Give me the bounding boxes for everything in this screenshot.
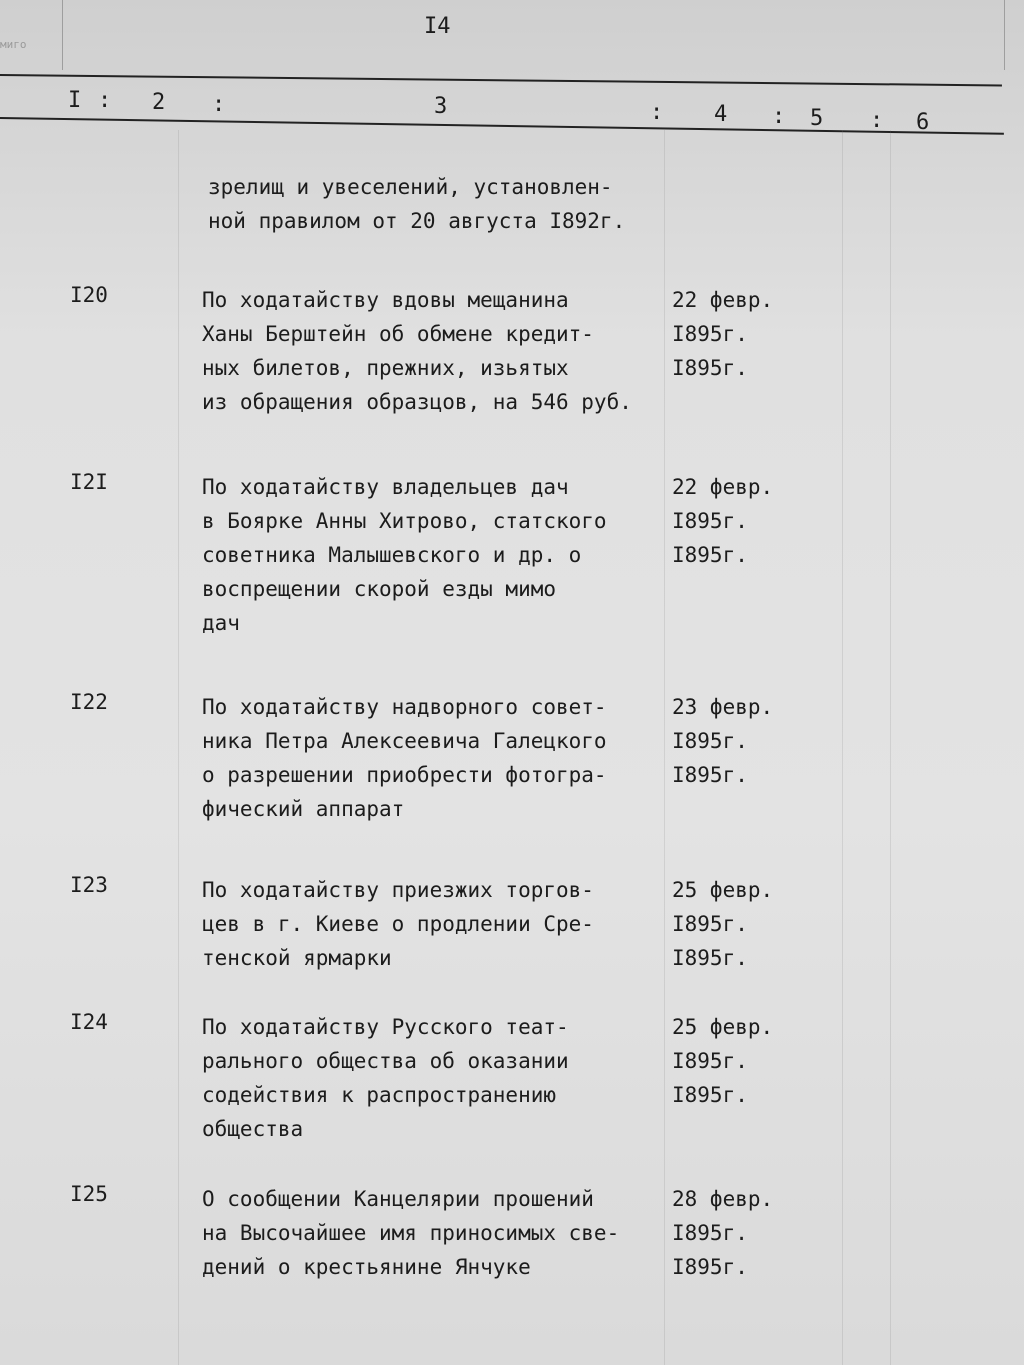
description-line: ных билетов, прежних, изьятых [202,356,569,380]
entry-number: I22 [70,690,108,714]
entry-description [202,1010,569,1146]
entry-number: I2I [70,470,108,494]
entry-date: I895г. [672,946,748,970]
entry-number: I20 [70,283,108,307]
column-separator: : [98,88,112,113]
entry-dates [672,1182,773,1284]
column-header-3: 3 [434,94,448,119]
entry-dates [672,470,773,572]
entry-number: I24 [70,1010,108,1034]
entry-date: 22 февр. [672,288,774,312]
entry-date: 28 февр. [672,1187,774,1211]
entry-description [202,470,607,640]
entry-date: I895г. [672,912,748,936]
entry-date: 25 февр. [672,878,774,902]
column-header-4: 4 [714,102,728,127]
description-line: из обращения образцов, на 546 руб. [202,390,632,414]
entry-description [202,1182,619,1284]
entry-date: 25 февр. [672,1015,774,1039]
description-line: воспрещении скорой езды мимо [202,577,557,601]
description-line: ника Петра Алексеевича Галецкого [202,729,607,753]
description-line: По ходатайству Русского теат- [202,1015,569,1039]
entry-date: I895г. [672,543,748,567]
description-line: общества [202,1117,304,1141]
description-line: дач [202,611,240,635]
entry-number: I25 [70,1182,108,1206]
description-line: дений о крестьянине Янчуке [202,1255,531,1279]
column-divider [890,130,891,1365]
column-separator: : [212,92,226,117]
description-line: По ходатайству вдовы мещанина [202,288,569,312]
description-line: советника Малышевского и др. о [202,543,582,567]
description-line: фический аппарат [202,797,405,821]
column-separator: : [870,108,884,133]
column-header-2: 2 [152,90,166,115]
description-line: Ханы Берштейн об обмене кредит- [202,322,594,346]
description-line: По ходатайству надворного совет- [202,695,607,719]
description-line: По ходатайству владельцев дач [202,475,569,499]
entry-dates [672,690,773,792]
entry-dates [672,1010,773,1112]
entry-date: I895г. [672,1083,748,1107]
entry-dates [672,873,773,975]
page-number: I4 [424,14,451,39]
entry-description [202,283,632,419]
entry-date: I895г. [672,729,748,753]
column-divider [178,130,179,1365]
description-line: цев в г. Киеве о продлении Сре- [202,912,594,936]
column-header-5: 5 [810,106,824,131]
edge-mark: миго [0,38,27,51]
header-top-rule [0,74,1002,86]
description-line: О сообщении Канцелярии прошений [202,1187,594,1211]
entry-date: I895г. [672,1221,748,1245]
description-line: в Боярке Анны Хитрово, статского [202,509,607,533]
column-separator: : [650,100,664,125]
description-line: тенской ярмарки [202,946,392,970]
column-divider [664,130,665,1365]
margin-line [1004,0,1005,70]
column-divider [842,130,843,1365]
description-line: По ходатайству приезжих торгов- [202,878,594,902]
description-line: на Высочайшее имя приносимых све- [202,1221,620,1245]
entry-description [202,690,607,826]
description-line: рального общества об оказании [202,1049,569,1073]
entry-date: 22 февр. [672,475,774,499]
entry-description [208,170,625,238]
column-header-6: 6 [916,110,930,135]
entry-date: I895г. [672,509,748,533]
description-line: содействия к распространению [202,1083,557,1107]
entry-date: I895г. [672,1255,748,1279]
description-line: зрелищ и увеселений, установлен- [208,175,613,199]
column-header-1: I [68,88,82,113]
entry-date: I895г. [672,763,748,787]
entry-date: I895г. [672,322,748,346]
margin-line [62,0,63,70]
description-line: ной правилом от 20 августа I892г. [208,209,626,233]
entry-date: I895г. [672,356,748,380]
entry-description [202,873,594,975]
entry-dates [672,283,773,385]
entry-date: 23 февр. [672,695,774,719]
entry-number: I23 [70,873,108,897]
column-separator: : [772,104,786,129]
entry-date: I895г. [672,1049,748,1073]
description-line: о разрешении приобрести фотогра- [202,763,607,787]
